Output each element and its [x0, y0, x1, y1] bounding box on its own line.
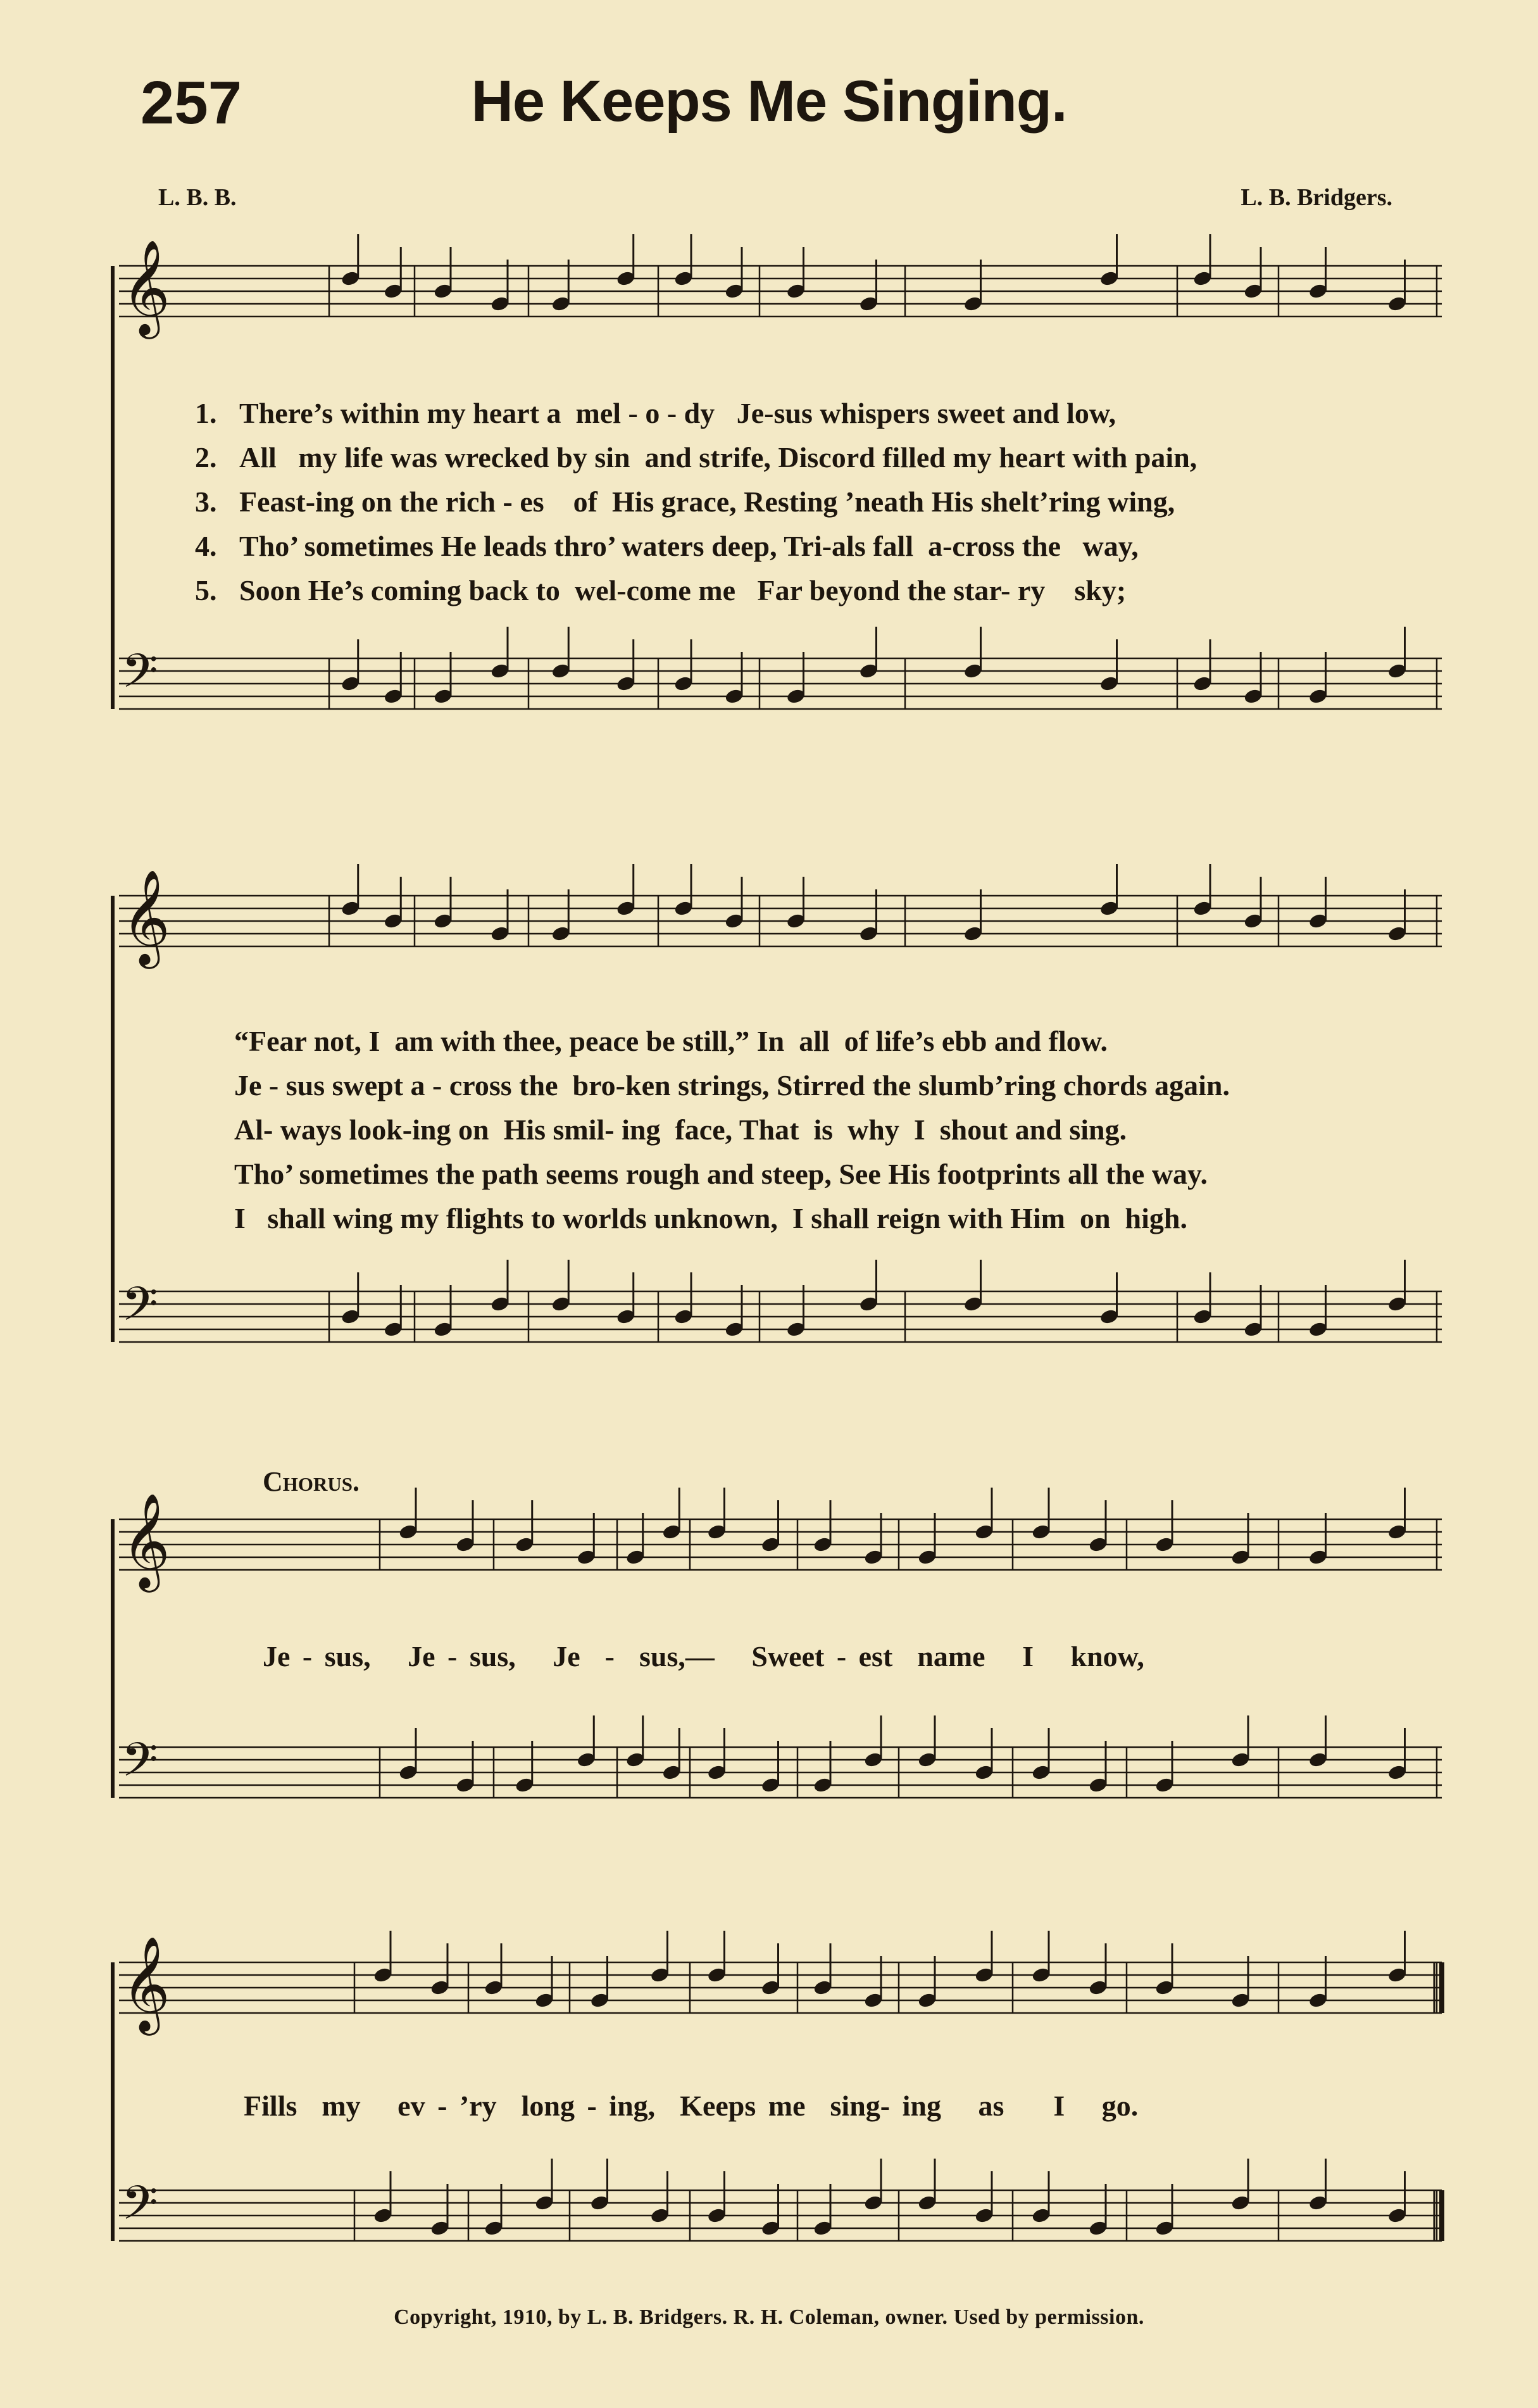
- verse-cont-line-3: Al- ways look-ing on His smil- ing face, That is why I shout and sing.: [234, 1113, 1127, 1146]
- treble-clef-icon: 𝄞: [122, 239, 170, 335]
- verse-number: 5.: [195, 574, 217, 606]
- verse-cont-line-2: Je - sus swept a - cross the bro-ken strings, Stirred the slumb’ring chords again.: [234, 1069, 1230, 1101]
- music-credit: L. B. Bridgers.: [1241, 184, 1392, 211]
- verse-text: Feast-ing on the rich - es of His grace, Resting ’neath His shelt’ring wing,: [239, 486, 1175, 518]
- verse-line-2: [195, 436, 1197, 480]
- verse-number: 1.: [195, 397, 217, 429]
- verse-lyrics-part2: [234, 1019, 1230, 1241]
- verse-cont-line-5: I shall wing my flights to worlds unknown, I shall reign with Him on high.: [234, 1202, 1188, 1234]
- bass-clef-icon: 𝄢: [122, 2176, 158, 2242]
- verse-text: Soon He’s coming back to wel-come me Far beyond the star- ry sky;: [239, 574, 1127, 606]
- chorus-lyrics-line-1: Je - sus, Je - sus, Je - sus,— Sweet - est name I know,: [263, 1640, 1144, 1672]
- verse-number: 4.: [195, 530, 217, 562]
- treble-clef-icon: 𝄞: [122, 869, 170, 965]
- chorus-lyrics-line-2: Fills my ev - ’ry long - ing, Keeps me sing- ing as I go.: [244, 2090, 1139, 2122]
- verse-text: All my life was wrecked by sin and strife, Discord filled my heart with pain,: [239, 441, 1197, 473]
- verse-line-5: [195, 568, 1197, 613]
- chorus-label: Chorus.: [263, 1466, 360, 1497]
- bass-clef-icon: 𝄢: [122, 644, 158, 710]
- verse-text: There’s within my heart a mel - o - dy Je-sus whispers sweet and low,: [239, 397, 1116, 429]
- verse-line-4: [195, 524, 1197, 568]
- treble-clef-icon: 𝄞: [122, 1492, 170, 1588]
- bass-clef-icon: 𝄢: [122, 1277, 158, 1343]
- copyright-notice: Copyright, 1910, by L. B. Bridgers. R. H. Coleman, owner. Used by permission.: [394, 2305, 1144, 2329]
- verse-lyrics-part1: [195, 391, 1197, 613]
- hymn-title: He Keeps Me Singing.: [471, 69, 1067, 134]
- verse-text: Tho’ sometimes He leads thro’ waters deep, Tri-als fall a-cross the way,: [239, 530, 1139, 562]
- verse-line-1: [195, 391, 1197, 436]
- verse-number: 3.: [195, 486, 217, 518]
- verse-cont-line-4: Tho’ sometimes the path seems rough and steep, See His footprints all the way.: [234, 1158, 1208, 1190]
- hymn-number: 257: [141, 69, 242, 137]
- verse-number: 2.: [195, 441, 217, 473]
- verse-line-3: [195, 480, 1197, 524]
- treble-clef-icon: 𝄞: [122, 1935, 170, 2031]
- verse-cont-line-1: “Fear not, I am with thee, peace be still,” In all of life’s ebb and flow.: [234, 1025, 1108, 1057]
- words-credit: L. B. B.: [158, 184, 237, 211]
- bass-clef-icon: 𝄢: [122, 1733, 158, 1799]
